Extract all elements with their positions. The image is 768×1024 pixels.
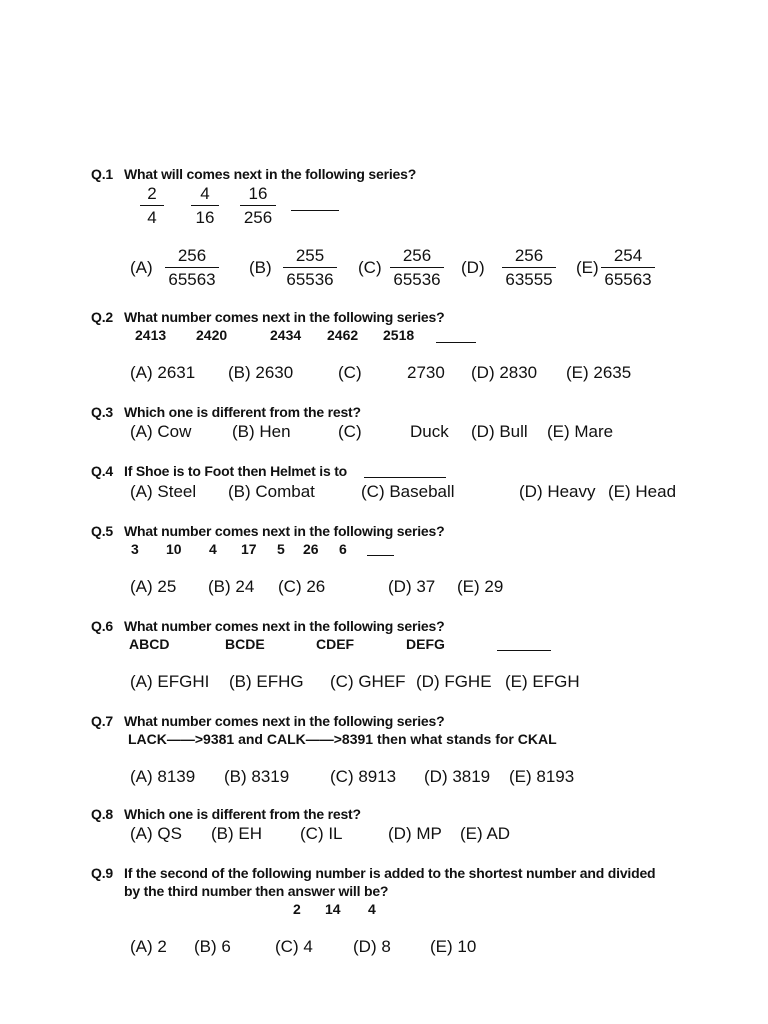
option-label: (D) — [461, 258, 485, 277]
question-number: Q.3 — [91, 404, 113, 420]
option: (E) Mare — [547, 422, 614, 441]
option: (E) EFGH — [505, 672, 580, 691]
option: (C) — [338, 422, 362, 441]
question-text-continued: by the third number then answer will be? — [124, 883, 389, 899]
option: (B) EFHG — [229, 672, 304, 691]
answer-blank — [367, 555, 394, 556]
option: (E) 10 — [430, 937, 477, 956]
option: (C) Baseball — [361, 482, 455, 501]
option-label: (B) — [249, 258, 272, 277]
option: (A) Cow — [130, 422, 192, 441]
question-subtext: LACK——>9381 and CALK——>8391 then what stands for CKAL — [128, 731, 557, 747]
option: (C) 26 — [278, 577, 326, 596]
series-term: 4 — [368, 901, 376, 917]
option: (D) MP — [388, 824, 442, 843]
series-term: 2413 — [135, 327, 167, 343]
question-number: Q.7 — [91, 713, 113, 729]
option: (D) 37 — [388, 577, 436, 596]
answer-blank — [497, 650, 551, 651]
answer-blank — [436, 342, 476, 343]
option: Duck — [410, 422, 449, 441]
question-number: Q.6 — [91, 618, 113, 634]
series-term: 26 — [303, 541, 319, 557]
option-fraction: 255 65536 — [283, 246, 337, 290]
series-fraction: 2 4 — [140, 184, 164, 228]
option: (B) 2630 — [228, 363, 294, 382]
option: (C) IL — [300, 824, 343, 843]
question-text: What number comes next in the following series? — [124, 309, 445, 325]
option-fraction: 254 65563 — [601, 246, 655, 290]
option: (D) FGHE — [416, 672, 492, 691]
option: (A) EFGHI — [130, 672, 210, 691]
series-term: 2434 — [270, 327, 302, 343]
option: (D) 2830 — [471, 363, 538, 382]
question-number: Q.4 — [91, 463, 113, 479]
question-text: If the second of the following number is added to the shortest number and divided — [124, 865, 656, 881]
option: (A) 2 — [130, 937, 167, 956]
series-term: 2462 — [327, 327, 359, 343]
series-term: 14 — [325, 901, 341, 917]
option: (E) 29 — [457, 577, 504, 596]
series-term: 2 — [293, 901, 301, 917]
option: (B) 8319 — [224, 767, 290, 786]
option: (A) 25 — [130, 577, 177, 596]
option: (B) Hen — [232, 422, 291, 441]
option-label: (C) — [358, 258, 382, 277]
option: (B) 6 — [194, 937, 231, 956]
series-term: ABCD — [129, 636, 170, 652]
option: (E) 2635 — [566, 363, 632, 382]
question-text: What number comes next in the following series? — [124, 713, 445, 729]
option: (C) 4 — [275, 937, 313, 956]
series-term: CDEF — [316, 636, 355, 652]
option: (D) Heavy — [519, 482, 596, 501]
option-label: (E) — [576, 258, 599, 277]
series-term: 3 — [131, 541, 139, 557]
option: (D) 8 — [353, 937, 391, 956]
answer-blank — [291, 210, 339, 211]
series-term: 10 — [166, 541, 182, 557]
option: (A) Steel — [130, 482, 197, 501]
option: (D) 3819 — [424, 767, 491, 786]
option: (C) 8913 — [330, 767, 397, 786]
series-term: 5 — [277, 541, 285, 557]
question-number: Q.9 — [91, 865, 113, 881]
series-term: 4 — [209, 541, 217, 557]
answer-blank — [364, 477, 446, 478]
question-number: Q.1 — [91, 166, 113, 182]
option: (A) 2631 — [130, 363, 196, 382]
option: (E) 8193 — [509, 767, 575, 786]
question-number: Q.8 — [91, 806, 113, 822]
series-fraction: 16 256 — [240, 184, 276, 228]
option: (B) Combat — [228, 482, 315, 501]
option: 2730 — [407, 363, 445, 382]
option: (B) 24 — [208, 577, 255, 596]
series-term: 17 — [241, 541, 257, 557]
series-fraction: 4 16 — [191, 184, 219, 228]
option: (E) AD — [460, 824, 511, 843]
option: (A) QS — [130, 824, 182, 843]
series-term: 2420 — [196, 327, 228, 343]
option: (A) 8139 — [130, 767, 196, 786]
option-label: (A) — [130, 258, 153, 277]
series-term: BCDE — [225, 636, 265, 652]
series-term: 6 — [339, 541, 347, 557]
series-term: 2518 — [383, 327, 415, 343]
question-number: Q.5 — [91, 523, 113, 539]
option: (B) EH — [211, 824, 262, 843]
option: (D) Bull — [471, 422, 528, 441]
option: (C) GHEF — [330, 672, 406, 691]
option: (E) Head — [608, 482, 677, 501]
option-fraction: 256 65536 — [390, 246, 444, 290]
question-text: If Shoe is to Foot then Helmet is to — [124, 463, 348, 479]
option: (C) — [338, 363, 362, 382]
question-text: Which one is different from the rest? — [124, 806, 361, 822]
option-fraction: 256 63555 — [502, 246, 556, 290]
series-term: DEFG — [406, 636, 445, 652]
option-fraction: 256 65563 — [165, 246, 219, 290]
question-text: What number comes next in the following series? — [124, 618, 445, 634]
question-text: What number comes next in the following series? — [124, 523, 445, 539]
question-number: Q.2 — [91, 309, 113, 325]
question-text: Which one is different from the rest? — [124, 404, 361, 420]
question-text: What will comes next in the following series? — [124, 166, 417, 182]
